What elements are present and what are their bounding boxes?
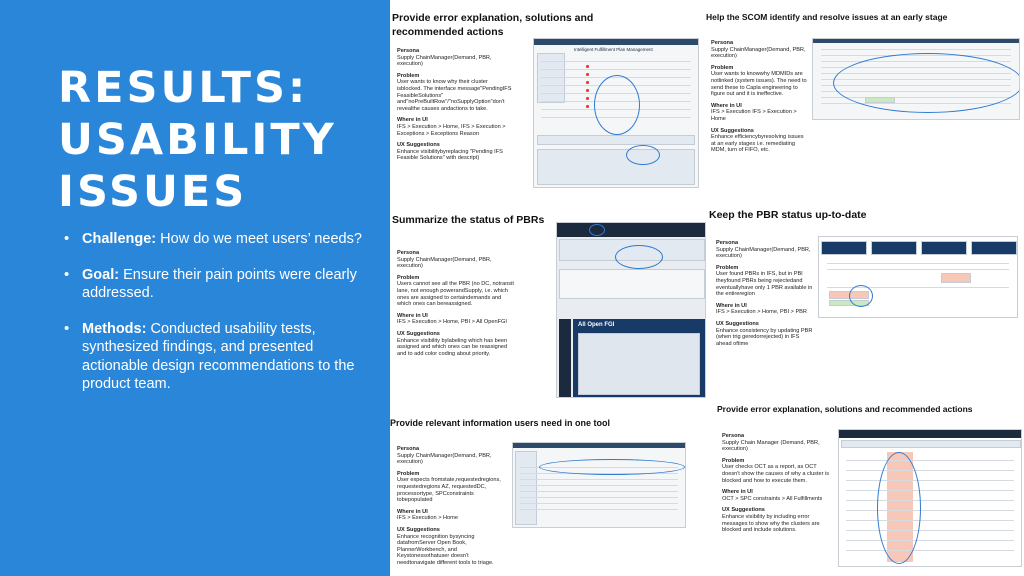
screenshot-ifs-home [533, 38, 699, 188]
section-title: Provide error explanation, solutions and recommended actions [392, 12, 594, 38]
screenshot-mdm-issues [812, 38, 1020, 120]
left-panel [0, 0, 390, 576]
section-title: Summarize the status of PBRs [392, 214, 545, 226]
section-details: Persona Supply ChainManager(Demand, PBR, execution) Problem User wants to knowwhy MDMIDs are notlinked (system issues). The need to send these to Capla engineering to figure out and it is ineffective. Where in UI IFS > Execution IFS > Execution > Home UX Suggestions Enhance efficiencybyresolving issues at an early stages i.e. remediating MDM, turn of FIFO, etc. [711, 40, 807, 154]
bullet-challenge: • Challenge: How do we meet users’ needs? [64, 230, 369, 249]
section-details: Persona Supply ChainManager(Demand, PBR, execution) Problem User expects fromstate,requestedregions, requestedregions AZ, requestedDC, processortype, SPCconstraints tobepopulated Where in UI IFS > Execution > Home UX Suggestions Enhance recognition bysyncing datafromServer Open Book, PlannerWorkbench, and Keystonessothatuser doesn't needtonavigate different tools to triage. [397, 446, 501, 566]
page-title [58, 62, 378, 218]
section-header: All Open FGI [578, 322, 615, 328]
title-line: RESULTS: [58, 63, 309, 113]
screenshot-ifs-grid [512, 442, 686, 528]
section-details: Persona Supply ChainManager(Demand, PBR, execution) Problem Users cannot see all the PBR (no DC, notransit lane, not enough powerandSupply, i.e. which ones are assigned to certaindemands and which ones can bereassigned. Where in UI IFS > Execution > Home, PBI > All OpenFGI UX Suggestions Enhance visibility bylabeling which has been assigned and which ones can be reassigned and to add color coding about priority. [397, 250, 514, 357]
highlight-ring [539, 459, 685, 475]
bullet-list [64, 230, 369, 411]
section-title: Provide relevant information users need in one tool [390, 418, 611, 428]
section-details: Persona Supply ChainManager(Demand, PBR, execution) Problem User found PBRs in IFS, but in PBI theyfound PBRs being rejectedand eventuallyhave only 1 PBR available in the entireregion Where in UI IFS > Execution > Home, PBI > PBR UX Suggestions Enhance consistency by updating PBR (when trig geredorrejected) in IFS ahead oftime [716, 240, 813, 347]
title-line: ISSUES [58, 167, 248, 217]
section-details: Persona Supply Chain Manager (Demand, PBR, execution) Problem User checks OCT as a report, as OCT doesn't show the causes of why a cluster is blocked and how to execute them. Where in UI OCT > SPC constraints > All Fulfillments UX Suggestions Enhance visibility by including error messages to show why the clusters are blocked and include solutions. [722, 433, 830, 534]
section-title: Keep the PBR status up-to-date [709, 209, 867, 221]
highlight-ring [626, 145, 660, 165]
highlight-ring [594, 75, 640, 135]
highlight-ring [849, 285, 873, 307]
section-title: Provide error explanation, solutions and recommended actions [717, 404, 973, 414]
bullet-goal: • Goal: Ensure their pain points were clearly addressed. [64, 266, 369, 303]
screenshot-pbr-table [818, 236, 1018, 318]
section-details: Persona Supply ChainManager(Demand, PBR, execution) Problem User wants to know why their cluster isblocked. The interface message"PendingIFS FeasibleSolutions" and"noPreBuiltRow"/"noSupplyOption"don't revealthe causes andactions to take. Where in UI IFS > Execution > Home, IFS > Execution > Exceptions > Exceptions Reason UX Suggestions Enhance visibilitybyreplacing "Pending IFS Feasible Solutions" with descript) [397, 48, 512, 162]
bullet-methods: • Methods: Conducted usability tests, synthesized findings, and presented actionable design recommendations to the product team. [64, 320, 369, 394]
screenshot-pbr-status [556, 222, 706, 398]
title-line: USABILITY [58, 115, 337, 165]
highlight-ring [615, 245, 663, 269]
screenshot-oct-report [838, 429, 1022, 567]
app-title: Intelligent Fulfillment Plan Management [574, 47, 653, 52]
highlight-ring [589, 224, 605, 236]
section-title: Help the SCOM identify and resolve issues at an early stage [706, 12, 948, 22]
highlight-ring [877, 452, 921, 564]
highlight-ring [833, 53, 1020, 113]
